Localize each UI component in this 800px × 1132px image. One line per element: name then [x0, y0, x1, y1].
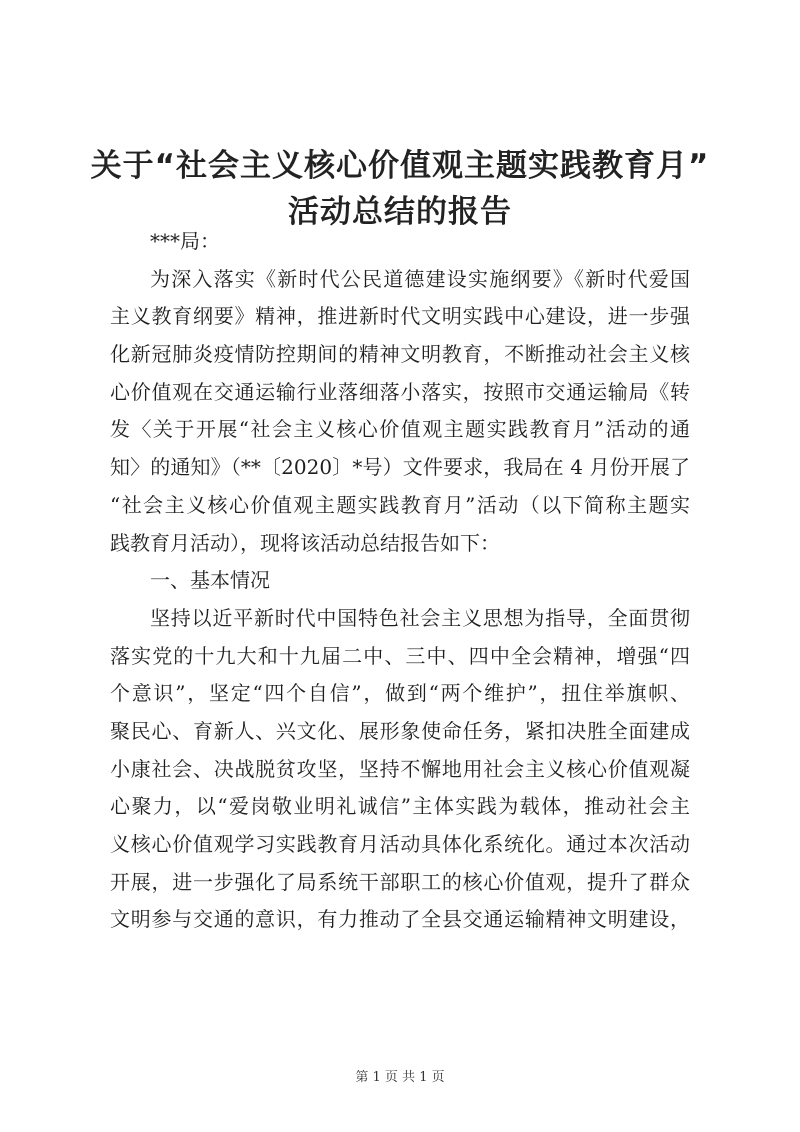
- paragraph-line: 践教育月活动），现将该活动总结报告如下：: [110, 530, 500, 555]
- paragraph-line: 化新冠肺炎疫情防控期间的精神文明教育，不断推动社会主义核: [110, 342, 690, 367]
- paragraph-line: 小康社会、决战脱贫攻坚，坚持不懈地用社会主义核心价值观凝: [110, 756, 690, 781]
- paragraph-line: 文明参与交通的意识，有力推动了全县交通运输精神文明建设，: [110, 907, 690, 932]
- paragraphs: [110, 261, 690, 939]
- paragraph-line: 坚持以近平新时代中国特色社会主义思想为指导，全面贯彻: [150, 605, 690, 630]
- document-title-line-1: 关于“社会主义核心价值观主题实践教育月”: [90, 148, 710, 184]
- paragraph-line: 知〉的通知》（**〔2020〕*号）文件要求，我局在 4 月份开展了: [110, 455, 690, 480]
- paragraph-line: 心价值观在交通运输行业落细落小落实，按照市交通运输局《转: [110, 379, 690, 404]
- paragraph: [110, 261, 690, 563]
- paragraph-line: 个意识”，坚定“四个自信”，做到“两个维护”，扭住举旗帜、: [110, 681, 690, 706]
- paragraph-line: 发〈关于开展“社会主义核心价值观主题实践教育月”活动的通: [110, 417, 690, 442]
- paragraph: [110, 562, 690, 600]
- paragraph-line: 为深入落实《新时代公民道德建设实施纲要》《新时代爱国: [150, 266, 690, 291]
- paragraph-line: 落实党的十九大和十九届二中、三中、四中全会精神，增强“四: [110, 643, 690, 668]
- paragraph-line: 一、基本情况: [150, 568, 270, 593]
- document-body: [110, 223, 690, 939]
- paragraph-line: 心聚力，以“爱岗敬业明礼诚信”主体实践为载体，推动社会主: [110, 794, 690, 819]
- salutation: ***局：: [150, 229, 220, 253]
- document-title-line-2: 活动总结的报告: [288, 194, 512, 230]
- paragraph-line: 聚民心、育新人、兴文化、展形象使命任务，紧扣决胜全面建成: [110, 718, 690, 743]
- paragraph-line: “社会主义核心价值观主题实践教育月”活动（以下简称主题实: [110, 492, 690, 517]
- paragraph-line: 开展，进一步强化了局系统干部职工的核心价值观，提升了群众: [110, 869, 690, 894]
- paragraph-line: 义核心价值观学习实践教育月活动具体化系统化。通过本次活动: [110, 832, 690, 856]
- paragraph-line: 主义教育纲要》精神，推进新时代文明实践中心建设，进一步强: [110, 304, 690, 329]
- paragraph: [110, 600, 690, 939]
- page-footer: 第 1 页 共 1 页: [355, 1070, 445, 1085]
